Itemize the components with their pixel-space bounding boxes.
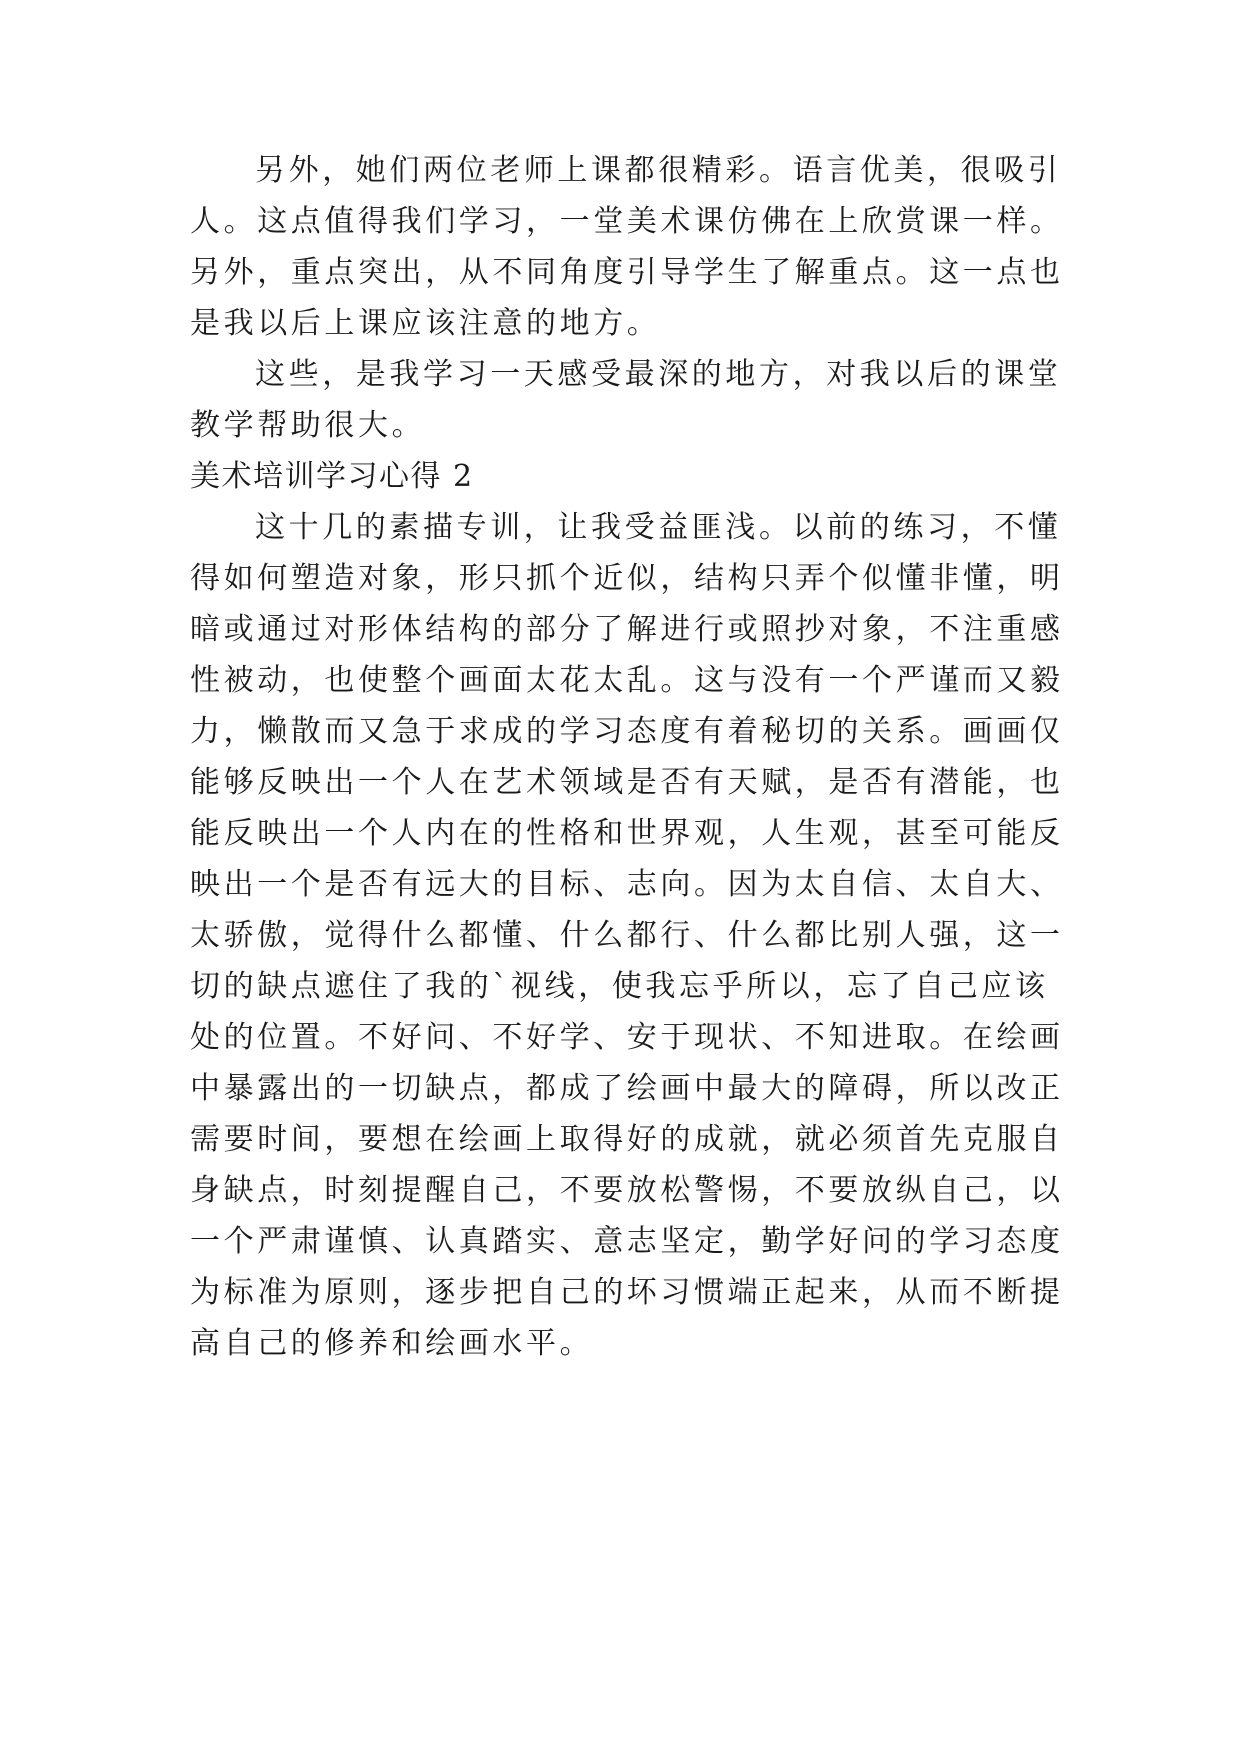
text-line: 中暴露出的一切缺点，都成了绘画中最大的障碍，所以改正 <box>190 1071 1064 1106</box>
text-line: 另外，她们两位老师上课都很精彩。语言优美，很吸引 <box>255 153 1062 188</box>
text-line: 切的缺点遮住了我的`视线，使我忘乎所以，忘了自己应该 <box>190 969 1049 1004</box>
text-line: 这十几的素描专训，让我受益匪浅。以前的练习，不懂 <box>255 510 1062 545</box>
text-line: 另外，重点突出，从不同角度引导学生了解重点。这一点也 <box>190 255 1064 290</box>
text-line: 需要时间，要想在绘画上取得好的成就，就必须首先克服自 <box>190 1122 1064 1157</box>
text-line: 能够反映出一个人在艺术领域是否有天赋，是否有潜能，也 <box>190 765 1064 800</box>
text-line: 身缺点，时刻提醒自己，不要放松警惕，不要放纵自己，以 <box>190 1173 1064 1208</box>
text-line: 处的位置。不好问、不好学、安于现状、不知进取。在绘画 <box>190 1020 1064 1055</box>
text-line: 是我以后上课应该注意的地方。 <box>190 306 661 341</box>
text-line: 得如何塑造对象，形只抓个近似，结构只弄个似懂非懂，明 <box>190 561 1064 596</box>
text-line: 太骄傲，觉得什么都懂、什么都行、什么都比别人强，这一 <box>190 918 1064 953</box>
text-line: 这些，是我学习一天感受最深的地方，对我以后的课堂 <box>255 357 1062 392</box>
text-line: 高自己的修养和绘画水平。 <box>190 1326 594 1361</box>
text-line: 性被动，也使整个画面太花太乱。这与没有一个严谨而又毅 <box>190 663 1064 698</box>
text-line: 教学帮助很大。 <box>190 408 426 443</box>
text-line: 映出一个是否有远大的目标、志向。因为太自信、太自大、 <box>190 867 1064 902</box>
text-line: 能反映出一个人内在的性格和世界观，人生观，甚至可能反 <box>190 816 1064 851</box>
text-line: 人。这点值得我们学习，一堂美术课仿佛在上欣赏课一样。 <box>190 204 1064 239</box>
section-title: 美术培训学习心得 2 <box>190 459 474 494</box>
text-line: 暗或通过对形体结构的部分了解进行或照抄对象，不注重感 <box>190 612 1064 647</box>
text-line: 一个严肃谨慎、认真踏实、意志坚定，勤学好问的学习态度 <box>190 1224 1064 1259</box>
text-line: 为标准为原则，逐步把自己的坏习惯端正起来，从而不断提 <box>190 1275 1064 1310</box>
text-line: 力，懒散而又急于求成的学习态度有着秘切的关系。画画仅 <box>190 714 1064 749</box>
